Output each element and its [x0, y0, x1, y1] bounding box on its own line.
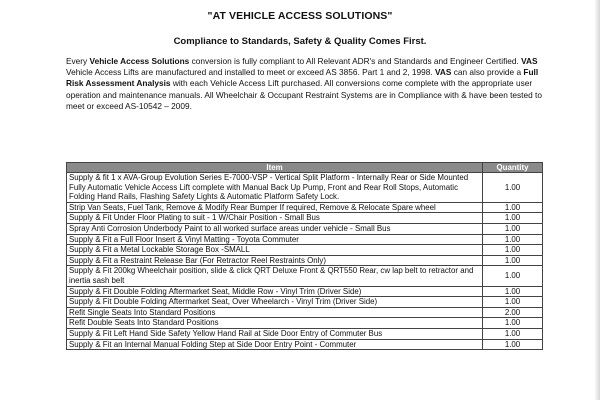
document-subtitle: Compliance to Standards, Safety & Quality Comes First.	[173, 36, 427, 47]
column-header-item: Item	[67, 163, 483, 173]
document-title: "AT VEHICLE ACCESS SOLUTIONS"	[207, 10, 393, 22]
intro-text: conversion is fully compliant to All Relevant ADR's and Standards and Engineer Certified.	[189, 56, 522, 66]
intro-text: with each Vehicle Access Lift purchased. All conversions come complete with the appropriate user operation and maintenance manuals. All Wheelchair & Occupant Restraint Systems are in Compliance with & have been tested to meet or exceed AS-10542 – 2009.	[66, 78, 542, 111]
intro-paragraph	[66, 56, 542, 112]
scan-edge-shadow	[594, 0, 600, 400]
table-row	[67, 202, 543, 213]
row-item-description: Supply & Fit Double Folding Aftermarket Seat, Over Wheelarch - Vinyl Trim (Driver Side)	[67, 297, 483, 308]
row-quantity: 1.00	[483, 266, 543, 286]
quote-table-container	[66, 162, 542, 350]
table-row	[67, 245, 543, 256]
table-row	[67, 234, 543, 245]
row-quantity: 1.00	[483, 173, 543, 203]
table-row	[67, 255, 543, 266]
row-item-description: Supply & Fit Double Folding Aftermarket Seat, Middle Row - Vinyl Trim (Driver Side)	[67, 286, 483, 297]
row-quantity: 1.00	[483, 286, 543, 297]
row-quantity: 2.00	[483, 307, 543, 318]
row-item-description: Supply & Fit an Internal Manual Folding Step at Side Door Entry Point - Commuter	[67, 339, 483, 350]
row-item-description: Supply & Fit Under Floor Plating to suit - 1 W/Chair Position - Small Bus	[67, 213, 483, 224]
row-quantity: 1.00	[483, 328, 543, 339]
row-item-description: Supply & Fit a Metal Lockable Storage Box -SMALL	[67, 245, 483, 256]
row-item-description: Supply & Fit a Restraint Release Bar (For Retractor Reel Restraints Only)	[67, 255, 483, 266]
intro-vas: VAS	[521, 56, 538, 66]
table-header-row	[67, 163, 543, 173]
row-item-description: Strip Van Seats, Fuel Tank, Remove & Modify Rear Bumper If required, Remove & Relocate Spare wheel	[67, 202, 483, 213]
table-row	[67, 307, 543, 318]
table-body	[67, 173, 543, 350]
intro-brand: Vehicle Access Solutions	[89, 56, 190, 66]
row-item-description: Spray Anti Corrosion Underbody Paint to all worked surface areas under vehicle - Small Bus	[67, 223, 483, 234]
column-header-quantity: Quantity	[483, 163, 543, 173]
quote-table	[66, 162, 543, 350]
intro-text: Vehicle Access Lifts are manufactured and installed to meet or exceed AS 3856. Part 1 and 2, 1998.	[66, 67, 435, 78]
row-item-description: Supply & fit 1 x AVA-Group Evolution Series E-7000-VSP - Vertical Split Platform - Internally Rear or Side Mounted Fully Automatic Vehicle Access Lift complete with Manual Back Up Pump, Front and Rear Roll Stops, Automatic Folding Hand Rails, Flashing Safety Lights & Automatic Platform Safety Lock.	[67, 173, 483, 203]
row-quantity: 1.00	[483, 202, 543, 213]
row-quantity: 1.00	[483, 297, 543, 308]
intro-text: Every	[66, 56, 90, 66]
row-quantity: 1.00	[483, 318, 543, 329]
row-item-description: Refit Single Seats Into Standard Positions	[67, 307, 483, 318]
intro-vas: VAS	[434, 67, 452, 78]
table-row	[67, 328, 543, 339]
row-quantity: 1.00	[483, 213, 543, 224]
row-quantity: 1.00	[483, 234, 543, 245]
row-quantity: 1.00	[483, 339, 543, 350]
row-item-description: Supply & Fit 200kg Wheelchair position, slide & click QRT Deluxe Front & QRT550 Rear, cw lap belt to retractor and inertia sash belt	[67, 266, 483, 286]
intro-risk-assessment: Full Risk Assessment Analysis	[66, 67, 539, 89]
intro-text: can also provide a	[451, 67, 524, 78]
row-item-description: Refit Double Seats Into Standard Positions	[67, 318, 483, 329]
table-row	[67, 223, 543, 234]
table-row	[67, 213, 543, 224]
table-row	[67, 286, 543, 297]
row-quantity: 1.00	[483, 223, 543, 234]
row-quantity: 1.00	[483, 255, 543, 266]
table-row	[67, 339, 543, 350]
row-item-description: Supply & Fit Left Hand Side Safety Yellow Hand Rail at Side Door Entry of Commuter Bus	[67, 328, 483, 339]
table-row	[67, 318, 543, 329]
table-row	[67, 173, 543, 203]
row-item-description: Supply & Fit a Full Floor Insert & Vinyl Matting - Toyota Commuter	[67, 234, 483, 245]
table-row	[67, 266, 543, 286]
table-row	[67, 297, 543, 308]
row-quantity: 1.00	[483, 245, 543, 256]
